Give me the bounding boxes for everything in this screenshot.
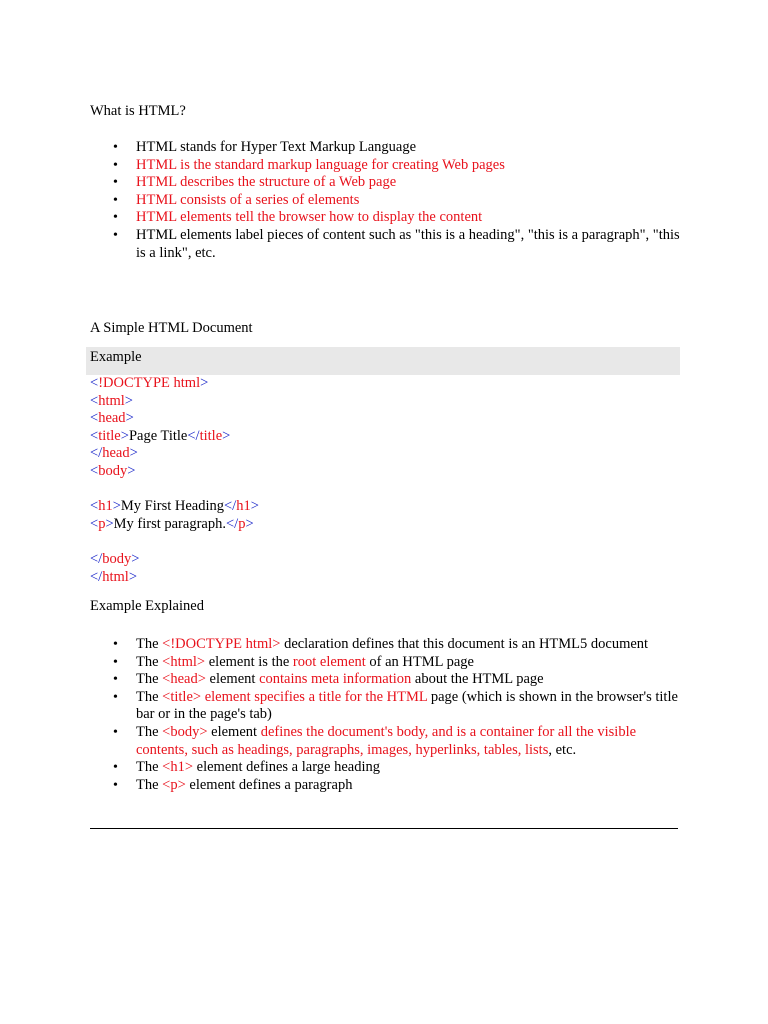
list-item-text: element [207, 723, 261, 740]
code-token: </ [90, 445, 103, 462]
code-token: </ [90, 550, 103, 567]
example-label: Example [90, 349, 142, 365]
list-item [90, 759, 680, 777]
code-line [90, 410, 259, 428]
code-token: > [131, 550, 140, 567]
list-item-text: HTML is the standard markup language for creating Web pages [136, 156, 505, 173]
code-line [90, 481, 259, 499]
list-item [90, 689, 680, 724]
example-explained-list [90, 636, 680, 794]
list-item [90, 671, 680, 689]
code-line [90, 551, 259, 569]
code-token: < [90, 410, 99, 427]
code-token: </ [187, 427, 200, 444]
code-token: > [125, 410, 134, 427]
list-item-text: The [136, 653, 163, 670]
list-item [90, 174, 680, 192]
list-item-text: of an HTML page [365, 653, 474, 670]
list-item-text: The [136, 723, 163, 740]
list-item [90, 192, 680, 210]
bullet-icon: • [113, 157, 118, 173]
code-line [90, 498, 259, 516]
code-token: > [222, 427, 231, 444]
list-item-text: The [136, 688, 163, 705]
list-item [90, 209, 680, 227]
code-token: </ [225, 515, 239, 532]
code-token: head [102, 445, 130, 462]
list-item-text: HTML consists of a series of elements [136, 191, 360, 208]
bullet-icon: • [113, 689, 118, 705]
list-item-text: declaration defines that this document is an HTML5 document [280, 636, 649, 652]
list-item-text: contains meta information [259, 671, 412, 688]
list-item-text: <p> [162, 776, 186, 793]
example-header-bar [86, 347, 680, 375]
bullet-icon: • [113, 654, 118, 670]
list-item-text: <!DOCTYPE html> [162, 636, 281, 652]
list-item [90, 636, 680, 654]
list-item [90, 139, 680, 157]
list-item-text: <head> [162, 671, 206, 688]
code-token: > [200, 375, 209, 391]
list-item-text: HTML elements tell the browser how to display the content [136, 209, 483, 226]
what-is-html-list [90, 139, 680, 262]
code-token: h1 [98, 498, 113, 515]
code-token: > [245, 515, 254, 532]
horizontal-rule [90, 828, 678, 829]
list-item-text: The [136, 759, 163, 776]
code-token: < [90, 515, 99, 532]
code-token: My first paragraph. [113, 515, 226, 532]
list-item-text: <title> element specifies a title for the HTML [162, 688, 428, 705]
code-example [90, 375, 259, 586]
code-token: title [98, 427, 121, 444]
list-item-text: The [136, 776, 163, 793]
list-item-text: about the HTML page [411, 671, 544, 688]
bullet-icon: • [113, 637, 118, 652]
code-line [90, 445, 259, 463]
code-token: < [90, 392, 99, 409]
list-item [90, 777, 680, 795]
bullet-icon: • [113, 140, 118, 155]
list-item [90, 227, 680, 262]
list-item-text: <body> [162, 723, 208, 740]
code-token: p [98, 515, 106, 532]
code-token: > [124, 392, 133, 409]
code-token: < [90, 498, 99, 515]
list-item-text: HTML elements label pieces of content such as "this is a heading", "this is a paragraph", "this is a link", etc. [136, 226, 680, 261]
code-token: > [112, 498, 121, 515]
list-item-text: The [136, 636, 163, 652]
bullet-icon: • [113, 777, 118, 793]
code-token: !DOCTYPE html [98, 375, 201, 391]
code-token: My First Heading [120, 498, 224, 515]
code-line [90, 428, 259, 446]
code-token: < [90, 462, 99, 479]
code-token: title [199, 427, 223, 444]
code-token: < [90, 427, 99, 444]
list-item-text: The [136, 671, 163, 688]
code-token: > [127, 462, 136, 479]
list-item-text: HTML stands for Hyper Text Markup Language [136, 139, 417, 155]
list-item-text: , etc. [548, 741, 577, 758]
bullet-icon: • [113, 724, 118, 740]
code-token: body [98, 462, 128, 479]
section-heading-what-is-html: What is HTML? [90, 103, 186, 119]
code-token: > [128, 568, 137, 585]
list-item-text: element defines a paragraph [185, 776, 353, 793]
code-line [90, 393, 259, 411]
code-token: > [105, 515, 114, 532]
list-item-text: element is the [205, 653, 293, 670]
list-item [90, 724, 680, 759]
code-line [90, 463, 259, 481]
list-item [90, 157, 680, 175]
code-token: < [90, 375, 99, 391]
list-item-text: <h1> [162, 759, 194, 776]
bullet-icon: • [113, 672, 118, 688]
list-item [90, 654, 680, 672]
bullet-icon: • [113, 210, 118, 226]
code-token: html [102, 568, 129, 585]
bullet-icon: • [113, 227, 118, 243]
code-token: head [98, 410, 126, 427]
section-heading-simple-document: A Simple HTML Document [90, 320, 253, 336]
code-token: html [98, 392, 125, 409]
code-line [90, 533, 259, 551]
list-item-text: HTML describes the structure of a Web page [136, 174, 397, 191]
code-token: </ [223, 498, 237, 515]
bullet-icon: • [113, 760, 118, 776]
code-token: > [120, 427, 129, 444]
bullet-icon: • [113, 192, 118, 208]
list-item-text: page (which is shown in the browser's title bar or in the page's tab) [136, 688, 678, 723]
code-token: p [238, 515, 246, 532]
section-heading-example-explained: Example Explained [90, 598, 204, 614]
code-token: </ [90, 568, 103, 585]
code-token: > [250, 498, 259, 515]
code-token: > [129, 445, 138, 462]
code-token: body [102, 550, 132, 567]
code-line [90, 569, 259, 587]
list-item-text: element [205, 671, 260, 688]
code-line [90, 375, 259, 393]
list-item-text: root element [292, 653, 366, 670]
code-line [90, 516, 259, 534]
list-item-text: element defines a large heading [193, 759, 380, 776]
list-item-text: defines the document's body, and is a container for all the visible contents, such as headings, paragraphs, images, hyperlinks, tables, lists [136, 723, 637, 758]
bullet-icon: • [113, 175, 118, 191]
code-token: h1 [236, 498, 251, 515]
list-item-text: <html> [162, 653, 206, 670]
code-token: Page Title [128, 427, 188, 444]
